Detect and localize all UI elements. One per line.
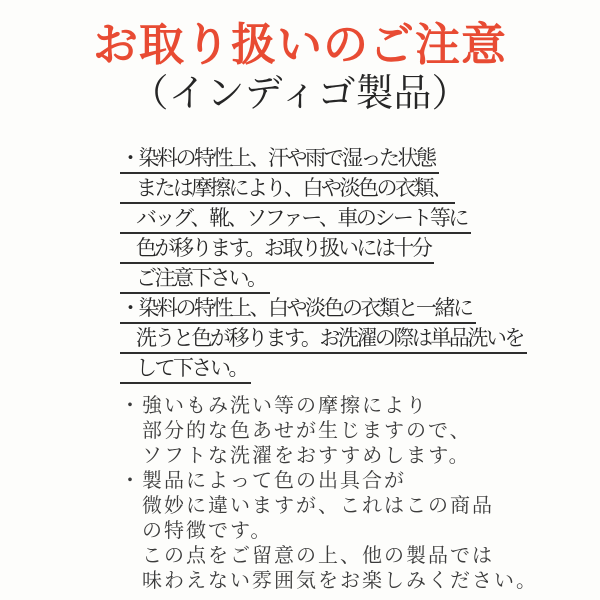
notice-line: して下さい。 (120, 356, 600, 386)
notice-line: または摩擦により、白や淡色の衣類、 (120, 176, 600, 206)
notice-line: ・製品によって色の出具合が (120, 470, 406, 492)
notice-line: 味わえない雰囲気をお楽しみください。 (142, 570, 538, 592)
notice-line: ・染料の特性上、白や淡色の衣類と一緒に (120, 296, 600, 326)
page-title: お取り扱いのご注意 (92, 19, 507, 70)
notice-line: の特徴です。 (142, 520, 273, 542)
notice-plain-group (120, 394, 600, 594)
notice-section-color-variation (120, 469, 600, 594)
notice-body (0, 146, 600, 594)
notice-line: 微妙に違いますが、これはこの商品 (142, 495, 494, 517)
notice-line: バッグ、靴、ソファー、車のシート等に (120, 206, 600, 236)
notice-line: ソフトな洗濯をおすすめします。 (142, 445, 471, 467)
notice-section-fading (120, 394, 600, 469)
notice-line: ご注意下さい。 (120, 266, 600, 296)
notice-line: ・染料の特性上、汗や雨で湿った状態 (120, 146, 600, 176)
notice-line: 洗うと色が移ります。お洗濯の際は単品洗いを (120, 326, 600, 356)
notice-section-wash-separately (120, 296, 600, 386)
notice-line: 部分的な色あせが生じますので、 (142, 420, 472, 442)
product-type-subtitle: （インディゴ製品） (130, 73, 470, 115)
notice-line: この点をご留意の上、他の製品では (142, 545, 494, 567)
notice-line: 色が移ります。お取り扱いには十分 (120, 236, 600, 266)
notice-line: ・強いもみ洗い等の摩擦により (120, 395, 428, 417)
notice-section-dye-transfer (120, 146, 600, 296)
